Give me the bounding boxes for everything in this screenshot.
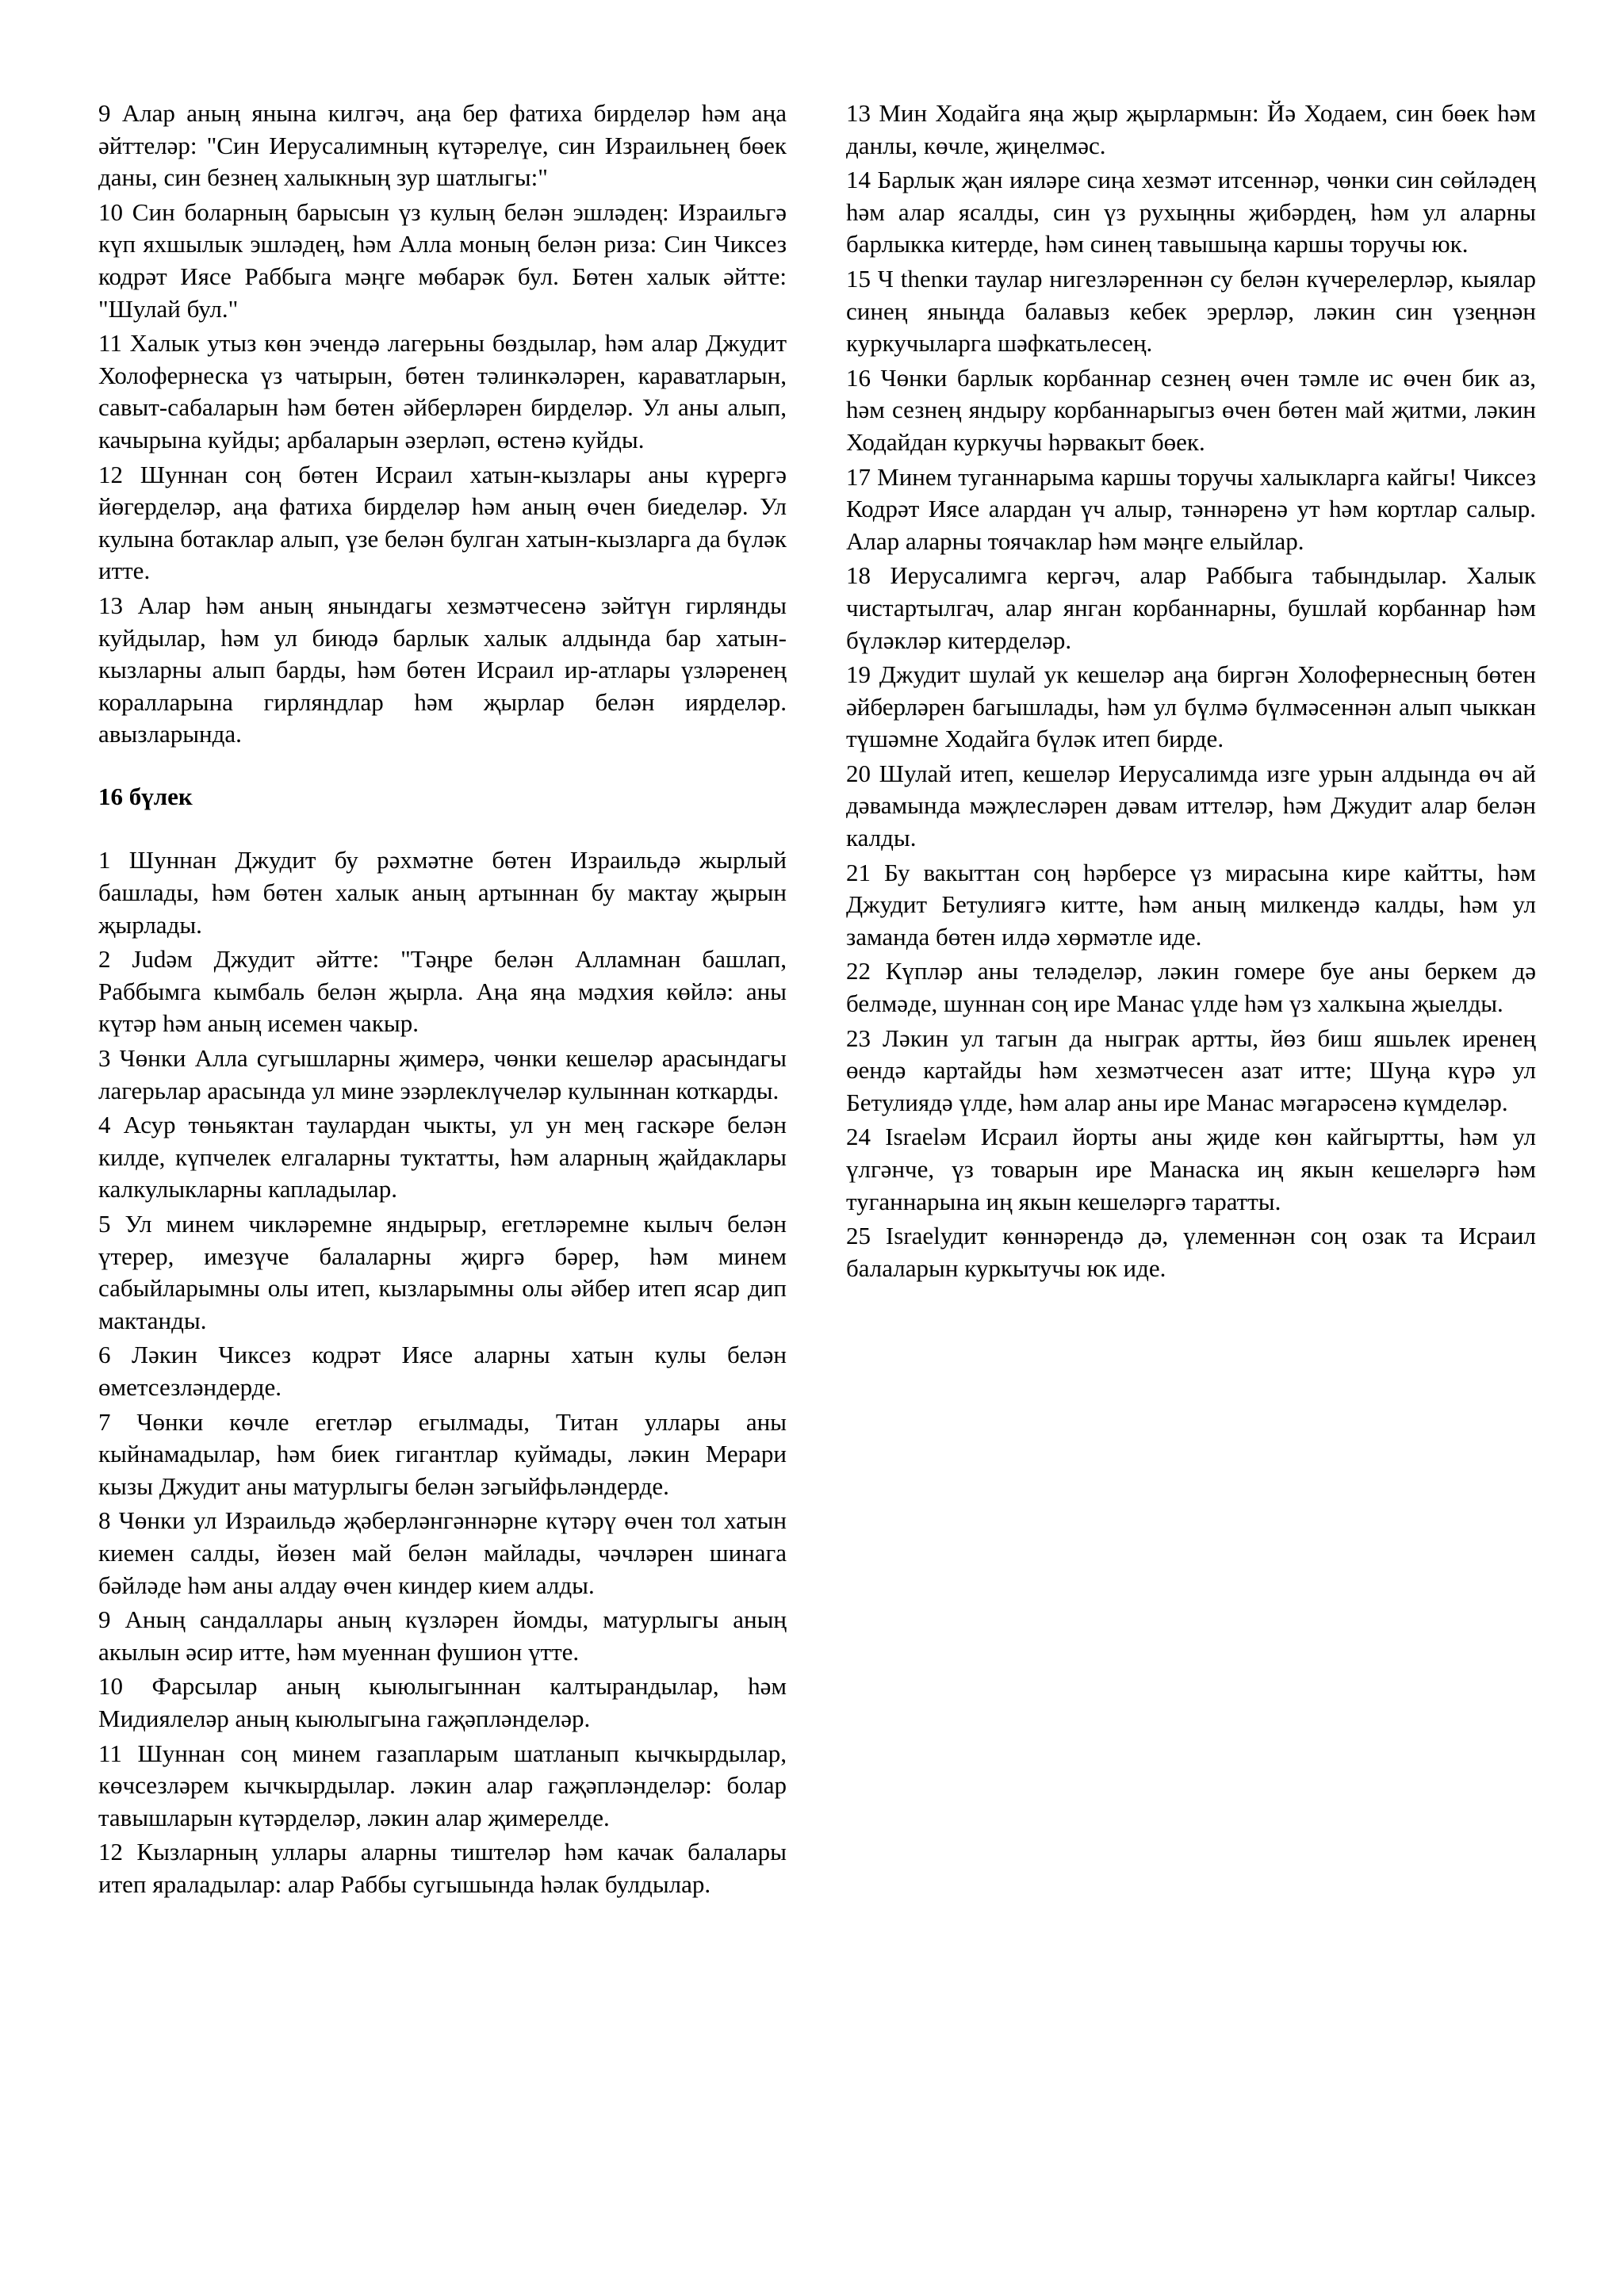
verse: 23 Ләкин ул тагын да ныграк артты, йөз биш яшьлек иренең өендә картайды һәм хезмәтчесен азат итте; Шуңа күрә ул Бетулиядә үлде, һәм алар аны ире Манас мәгарәсенә күмделәр. — [846, 1024, 1536, 1116]
verse: 18 Иерусалимга кергәч, алар Раббыга табындылар. Халык чистартылгач, алар янган корбаннарны, бушлай корбаннар һәм бүләкләр китерделәр. — [846, 561, 1536, 654]
verse: 8 Чөнки ул Израильдә җәберләнгәннәрне күтәрү өчен тол хатын киемен салды, йөзен май белән майлады, чәчләрен шинага бәйләде һәм аны алдау өчен киндер кием алды. — [98, 1506, 787, 1599]
verse: 12 Шуннан соң бөтен Исраил хатын-кызлары аны күрергә йөгерделәр, аңа фатиха бирделәр һәм аның өчен биеделәр. Ул кулына ботаклар алып, үзе белән булган хатын-кызларга да бүләк итте. — [98, 460, 787, 585]
verse: 17 Минем туганнарыма каршы торучы халыкларга кайгы! Чиксез Кодрәт Иясе алардан үч алыр, тәннәренә ут һәм кортлар салыр. Алар аларны тоячаклар һәм мәңге елыйлар. — [846, 462, 1536, 555]
verse: 9 Аның сандаллары аның күзләрен йомды, матурлыгы аның акылын әсир итте, һәм муеннан фушион үтте. — [98, 1605, 787, 1666]
verse: 21 Бу вакыттан соң һәрберсе үз мирасына кире кайтты, һәм Джудит Бетулиягә китте, һәм аның милкендә калды, һәм ул заманда бөтен илдә хөрмәтле иде. — [846, 858, 1536, 951]
verse: 11 Шуннан соң минем газапларым шатланып кычкырдылар, көчсезләрем кычкырдылар. ләкин алар гаҗәпләнделәр: болар тавышларын күтәрделәр, ләкин алар җимерелде. — [98, 1739, 787, 1831]
verse: 16 Чөнки барлык корбаннар сезнең өчен тәмле ис өчен бик аз, һәм сезнең яндыру корбаннарыгыз өчен бөтен май җитми, ләкин Ходайдан куркучы һәрвакыт бөек. — [846, 363, 1536, 456]
verse: 15 Ч thenки таулар нигезләреннән су белән күчерелерләр, кыялар синең яныңда балавыз кебек эрерләр, ләкин син үзеңнән куркучыларга шәфкатьлесең. — [846, 264, 1536, 358]
verse: 24 Israelәм Исраил йорты аны җиде көн кайгыртты, һәм ул үлгәнче, үз товарын ире Манаска иң якын кешеләргә һәм туганнарына иң якын кешеләргә таратты. — [846, 1123, 1536, 1215]
verse: 20 Шулай итеп, кешеләр Иерусалимда изге урын алдында өч ай дәвамында мәҗлесләрен дәвам иттеләр, һәм Джудит алар белән калды. — [846, 759, 1536, 852]
verse: 4 Асур төньяктан таулардан чыкты, ул ун мең гаскәре белән килде, күпчелек елгаларны туктатты, һәм аларның җайдаклары калкулыкларны капладылар. — [98, 1111, 787, 1203]
right-column — [846, 98, 1536, 1287]
verse: 13 Мин Ходайга яңа җыр җырлармын: Йә Ходаем, син бөек һәм данлы, көчле, җиңелмәс. — [846, 99, 1536, 159]
chapter-heading: 16 бүлек — [98, 782, 193, 810]
verse: 14 Барлык җан ияләре сиңа хезмәт итсеннәр, чөнки син сөйләдең һәм алар ясалды, син үз рухыңны җибәрдең, һәм ул аларны барлыкка китерде, һәм синең тавышыңа каршы торучы юк. — [846, 166, 1536, 258]
verse: 10 Фарсылар аның кыюлыгыннан калтырандылар, һәм Мидиялеләр аның кыюлыгына гаҗәпләнделәр. — [98, 1672, 787, 1732]
verse: 11 Халык утыз көн эчендә лагерьны бөздылар, һәм алар Джудит Холофернеска үз чатырын, бөтен тәлинкәләрен, караватларын, савыт-сабаларын һәм бөтен әйберләрен бирделәр. Ул аны алып, качырына куйды; арбаларын әзерләп, өстенә куйды. — [98, 329, 787, 453]
verse: 7 Чөнки көчле егетләр егылмады, Титан уллары аны кыйнамадылар, һәм биек гигантлар куймады, ләкин Мерари кызы Джудит аны матурлыгы белән зәгыйфьләндерде. — [98, 1407, 787, 1500]
left-column — [98, 98, 787, 1903]
verse: 12 Кызларның уллары аларны тиштеләр һәм качак балалары итеп яраладылар: алар Раббы сугышында һәлак булдылар. — [98, 1838, 787, 1898]
verse: 1 Шуннан Джудит бу рәхмәтне бөтен Израильдә жырлый башлады, һәм бөтен халык аның артыннан бу мактау җырын җырлады. — [98, 846, 787, 939]
verse: 9 Алар аның янына килгәч, аңа бер фатиха бирделәр һәм аңа әйттеләр: "Син Иерусалимның күтәрелүе, син Израильнең бөек даны, син безнең халыкның зур шатлыгы:" — [98, 99, 787, 192]
verse: 13 Алар һәм аның янындагы хезмәтчесенә зәйтүн гирлянды куйдылар, һәм ул биюдә барлык халык алдында бар хатын-кызларны алып барды, һәм бөтен Исраил ир-атлары үзләренең коралларына гирляндлар һәм җырлар белән иярделәр. авызларында. — [98, 591, 787, 748]
verse: 3 Чөнки Алла сугышларны җимерә, чөнки кешеләр арасындагы лагерьлар арасында ул мине эзәрлеклүчеләр кулыннан коткарды. — [98, 1044, 787, 1104]
verse: 10 Син боларның барысын үз кулың белән эшләдең: Израильгә күп яхшылык эшләдең, һәм Алла моның белән риза: Син Чиксез кодрәт Иясе Раббыга мәңге мөбарәк бул. Бөтен халык әйтте: "Шулай бул." — [98, 197, 787, 323]
verse: 19 Джудит шулай ук кешеләр аңа биргән Холофернесның бөтен әйберләрен багышлады, һәм ул бүлмә бүлмәсеннән алып чыккан түшәмне Ходайга бүләк итеп бирде. — [846, 660, 1536, 753]
verse: 6 Ләкин Чиксез кодрәт Иясе аларны хатын кулы белән өметсезләндерде. — [98, 1341, 787, 1401]
verse: 2 Judәм Джудит әйтте: "Тәңре белән Алламнан башлап, Раббымга кымбаль белән җырла. Аңа яңа мәдхия көйлә: аны күтәр һәм аның исемен чакыр. — [98, 945, 787, 1038]
verse: 25 Israelудит көннәрендә дә, үлеменнән соң озак та Исраил балаларын куркытучы юк иде. — [846, 1222, 1536, 1282]
verse: 22 Күпләр аны теләделәр, ләкин гомере буе аны беркем дә белмәде, шуннан соң ире Манас үлде һәм үз халкына җыелды. — [846, 957, 1536, 1018]
verse: 5 Ул минем чикләремне яндырыр, егетләремне кылыч белән үтерер, имезүче балаларны җиргә бәрер, һәм минем сабыйларымны олы итеп, кызларымны олы әйбер итеп ясар дип мактанды. — [98, 1210, 787, 1334]
